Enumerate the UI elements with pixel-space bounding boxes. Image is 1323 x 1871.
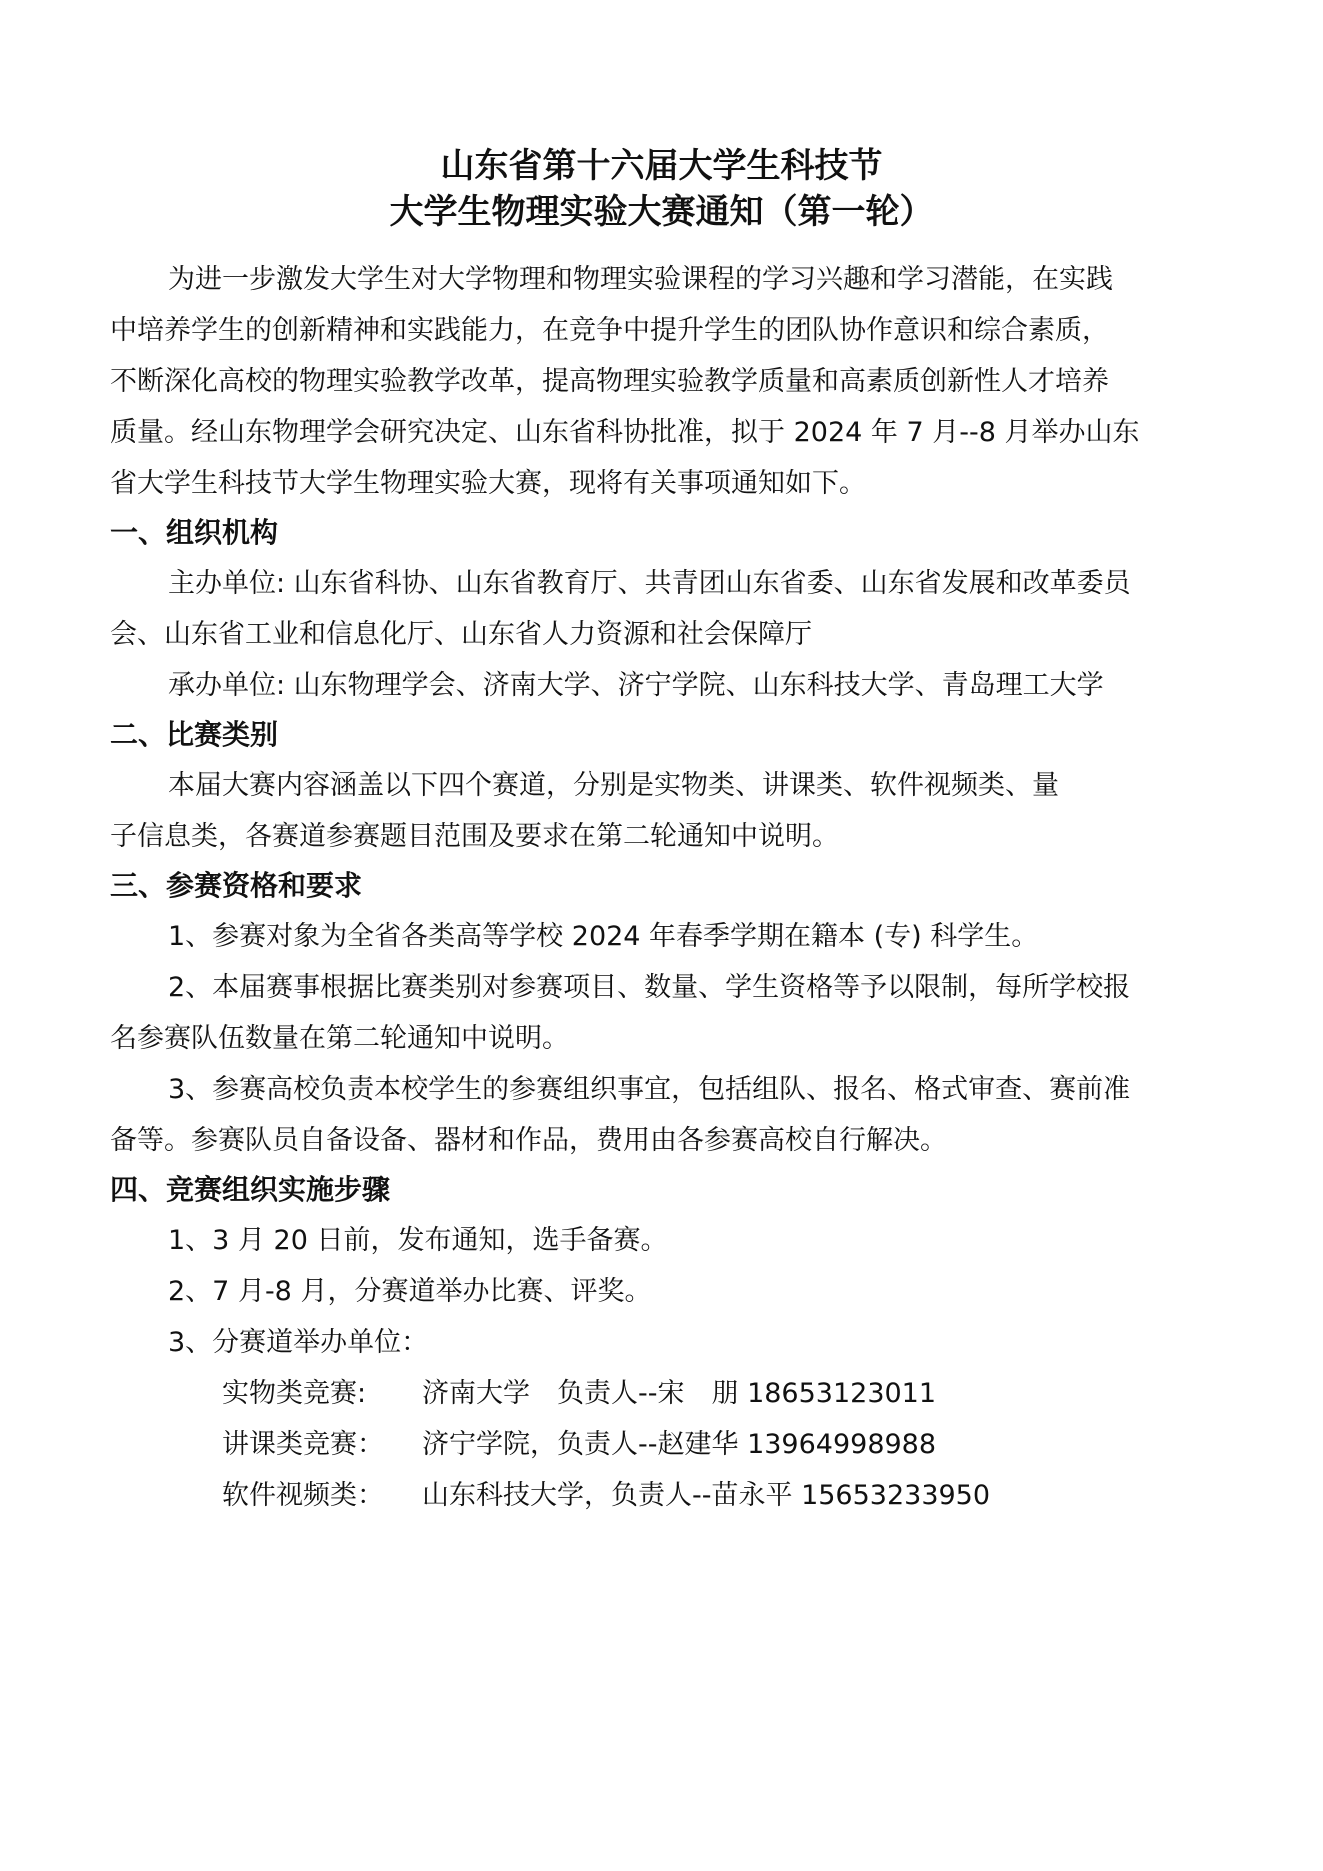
track-category: 实物类竞赛: [222, 1378, 367, 1409]
track-detail: 济南大学 负责人--宋 朋 18653123011 [422, 1378, 937, 1409]
eligibility-item-1: 1、参赛对象为全省各类高等学校 2024 年春季学期在籍本 (专) 科学生。 [168, 921, 1039, 952]
intro-line-5: 省大学生科技节大学生物理实验大赛，现将有关事项通知如下。 [110, 468, 866, 499]
eligibility-item-3-line-2: 备等。参赛队员自备设备、器材和作品，费用由各参赛高校自行解决。 [110, 1125, 947, 1156]
document-title-line1: 山东省第十六届大学生科技节 [440, 146, 883, 186]
host-units: 承办单位: 山东物理学会、济南大学、济宁学院、山东科技大学、青岛理工大学 [168, 670, 1104, 701]
track-detail: 山东科技大学，负责人--苗永平 15653233950 [422, 1480, 991, 1511]
track-row-lecture [222, 1427, 936, 1463]
section-heading-eligibility: 三、参赛资格和要求 [110, 869, 363, 902]
intro-line-2: 中培养学生的创新精神和实践能力，在竞争中提升学生的团队协作意识和综合素质， [110, 315, 1109, 346]
organizer-line-1: 主办单位: 山东省科协、山东省教育厅、共青团山东省委、山东省发展和改革委员 [168, 568, 1131, 599]
eligibility-item-2-line-2: 名参赛队伍数量在第二轮通知中说明。 [110, 1023, 569, 1054]
track-category: 软件视频类： [222, 1480, 384, 1511]
intro-line-1: 为进一步激发大学生对大学物理和物理实验课程的学习兴趣和学习潜能，在实践 [168, 264, 1113, 295]
step-3: 3、分赛道举办单位： [168, 1327, 429, 1358]
section-heading-categories: 二、比赛类别 [110, 718, 279, 751]
section-heading-steps: 四、竞赛组织实施步骤 [110, 1173, 391, 1206]
eligibility-item-2-line-1: 2、本届赛事根据比赛类别对参赛项目、数量、学生资格等予以限制，每所学校报 [168, 972, 1131, 1003]
eligibility-item-3-line-1: 3、参赛高校负责本校学生的参赛组织事宜，包括组队、报名、格式审查、赛前准 [168, 1074, 1131, 1105]
track-row-software-video [222, 1478, 990, 1514]
document-title-line2: 大学生物理实验大赛通知（第一轮） [389, 192, 934, 232]
organizer-line-2: 会、山东省工业和信息化厅、山东省人力资源和社会保障厅 [110, 619, 812, 650]
step-2: 2、7 月-8 月，分赛道举办比赛、评奖。 [168, 1276, 652, 1307]
step-1: 1、3 月 20 日前，发布通知，选手备赛。 [168, 1225, 668, 1256]
track-category: 讲课类竞赛： [222, 1429, 384, 1460]
intro-line-4: 质量。经山东物理学会研究决定、山东省科协批准，拟于 2024 年 7 月--8 月举办山东 [110, 417, 1140, 448]
track-detail: 济宁学院，负责人--赵建华 13964998988 [422, 1429, 937, 1460]
section-heading-organization: 一、组织机构 [110, 516, 279, 549]
intro-line-3: 不断深化高校的物理实验教学改革，提高物理实验教学质量和高素质创新性人才培养 [110, 366, 1109, 397]
track-row-physical [222, 1376, 936, 1412]
categories-line-2: 子信息类，各赛道参赛题目范围及要求在第二轮通知中说明。 [110, 821, 839, 852]
categories-line-1: 本届大赛内容涵盖以下四个赛道，分别是实物类、讲课类、软件视频类、量 [168, 770, 1059, 801]
